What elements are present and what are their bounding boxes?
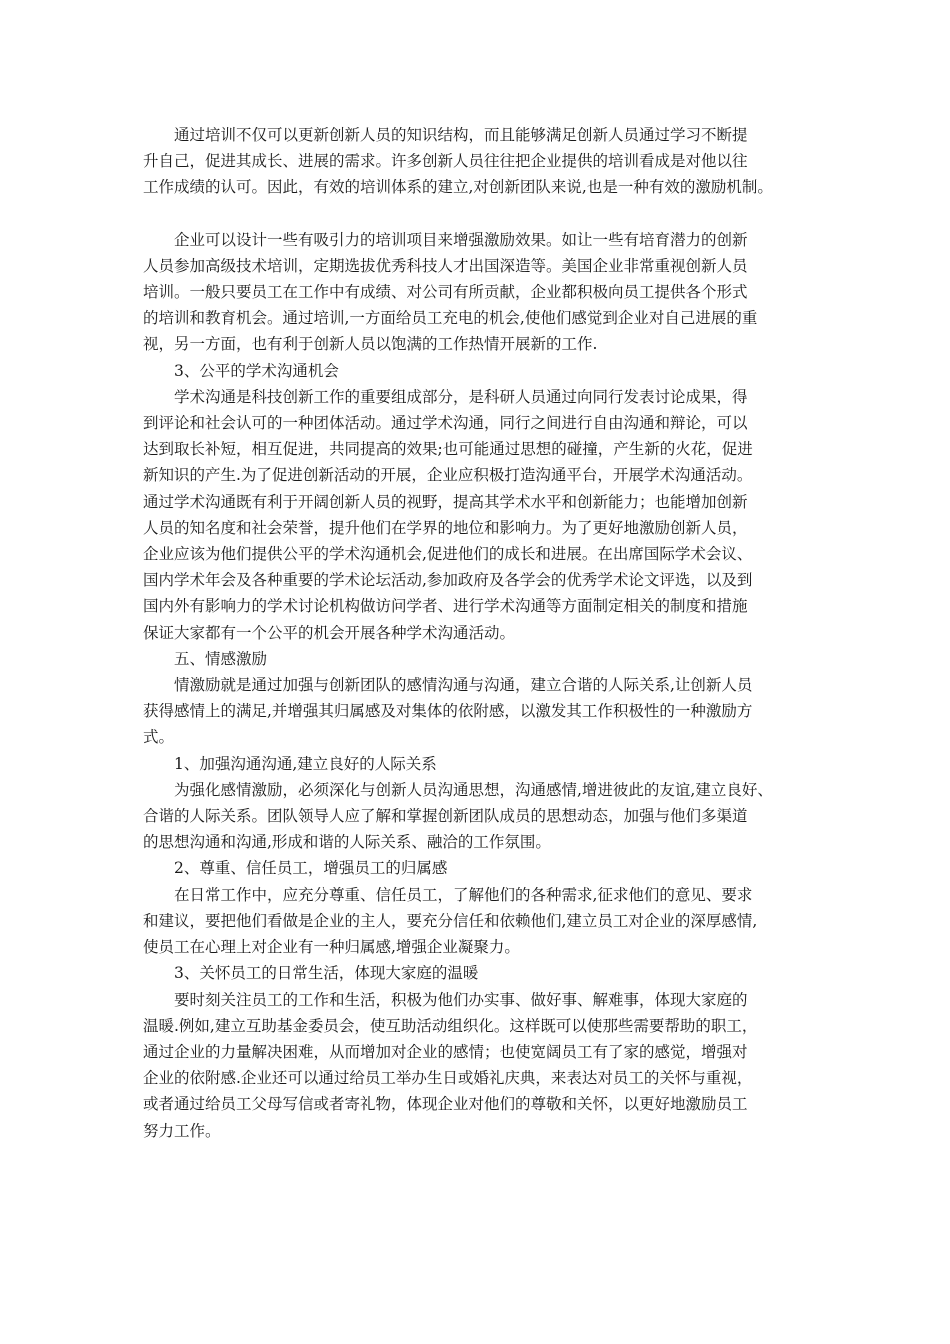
paragraph-academic-communication: 学术沟通是科技创新工作的重要组成部分，是科研人员通过向同行发表讨论成果，得 到评论和社会认可的一种团体活动。通过学术沟通，同行之间进行自由沟通和辩论，可以 达到取长补短，相互促进，共同提高的效果;也可能通过思想的碰撞，产生新的火花，促进 新知识的产生.为了促进创新活动的开展，企业应积极打造沟通平台，开展学术沟通活动。 通过学术沟通既有利于开阔创新人员的视野，提高其学术水平和创新能力；也能增加创新 人员的知名度和社会荣誉，提升他们在学界的地位和影响力。为了更好地激励创新人员， 企业应该为他们提供公平的学术沟通机会,促进他们的成长和进展。在出席国际学术会议、 国内学术年会及各种重要的学术论坛活动,参加政府及各学会的优秀学术论文评选，以及到 国内外有影响力的学术讨论机构做访问学者、进行学术沟通等方面制定相关的制度和措施 保证大家都有一个公平的机会开展各种学术沟通活动。	[143, 387, 753, 642]
paragraph-strengthen-communication: 为强化感情激励，必须深化与创新人员沟通思想，沟通感情,增进彼此的友谊,建立良好、 合谐的人际关系。团队领导人应了解和掌握创新团队成员的思想动态，加强与他们多渠道 的思想沟通和沟通,形成和谐的人际关系、融洽的工作氛围。	[143, 780, 773, 852]
heading-care-daily-life: 3、关怀员工的日常生活，体现大家庭的温暖	[174, 964, 479, 983]
heading-emotional-incentive: 五、情感激励	[174, 649, 268, 668]
paragraph-care-daily-life: 要时刻关注员工的工作和生活，积极为他们办实事、做好事、解难事，体现大家庭的 温暖.例如,建立互助基金委员会，使互助活动组织化。这样既可以使那些需要帮助的职工， 通过企业的力量解决困难，从而增加对企业的感情；也使宽阔员工有了家的感觉，增强对 企业的依附感.企业还可以通过给员工举办生日或婚礼庆典，来表达对员工的关怀与重视， 或者通过给员工父母写信或者寄礼物，体现企业对他们的尊敬和关怀，以更好地激励员工 努力工作。	[143, 990, 758, 1140]
document-body	[143, 122, 811, 1144]
paragraph-training-programs: 企业可以设计一些有吸引力的培训项目来增强激励效果。如让一些有培育潜力的创新 人员参加高级技术培训，定期选拔优秀科技人才出国深造等。美国企业非常重视创新人员 培训。一般只要员工在工作中有成绩、对公司有所贡献，企业都积极向员工提供各个形式 的培训和教育机会。通过培训,一方面给员工充电的机会,使他们感觉到企业对自己进展的重 视，另一方面，也有利于创新人员以饱满的工作热情开展新的工作.	[143, 230, 758, 354]
heading-academic-communication: 3、公平的学术沟通机会	[174, 361, 339, 380]
paragraph-training-structure: 通过培训不仅可以更新创新人员的知识结构，而且能够满足创新人员通过学习不断提 升自己，促进其成长、进展的需求。许多创新人员往往把企业提供的培训看成是对他以往 工作成绩的认可。因此，有效的培训体系的建立,对创新团队来说,也是一种有效的激励机制。	[143, 126, 773, 197]
paragraph-respect-trust: 在日常工作中，应充分尊重、信任员工，了解他们的各种需求,征求他们的意见、要求 和建议，要把他们看做是企业的主人，要充分信任和依赖他们,建立员工对企业的深厚感情, 使员工在心理上对企业有一种归属感,增强企业凝聚力。	[143, 885, 758, 957]
heading-respect-trust: 2、尊重、信任员工，增强员工的归属感	[174, 859, 448, 878]
heading-strengthen-communication: 1、加强沟通沟通,建立良好的人际关系	[174, 754, 437, 773]
paragraph-emotional-incentive: 情激励就是通过加强与创新团队的感情沟通与沟通，建立合谐的人际关系,让创新人员 获得感情上的满足,并增强其归属感及对集体的依附感，以激发其工作积极性的一种激励方 式。	[143, 676, 753, 747]
